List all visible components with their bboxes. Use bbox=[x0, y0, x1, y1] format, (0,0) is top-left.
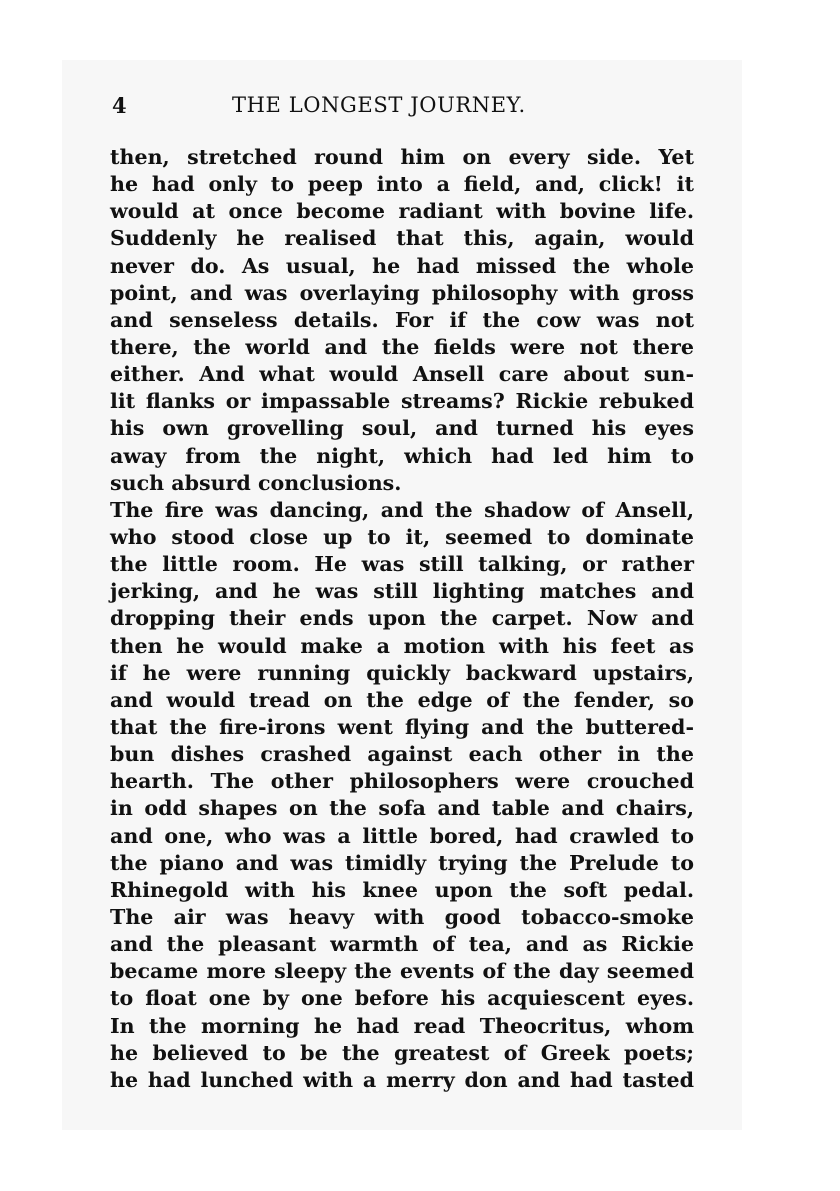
text-line: and senseless details. For if the cow was not bbox=[110, 307, 694, 332]
body-text bbox=[110, 144, 694, 1094]
text-line: dropping their ends upon the carpet. Now and bbox=[110, 606, 694, 631]
text-line: to float one by one before his acquiescent eyes. bbox=[110, 986, 694, 1011]
text-line: became more sleepy the events of the day seemed bbox=[110, 959, 694, 984]
text-line: never do. As usual, he had missed the whole bbox=[110, 253, 694, 278]
text-line: then he would make a motion with his feet as bbox=[110, 633, 694, 658]
text-line: the little room. He was still talking, or rather bbox=[110, 552, 694, 577]
text-line: would at once become radiant with bovine life. bbox=[110, 199, 694, 224]
text-line: In the morning he had read Theocritus, whom bbox=[110, 1013, 694, 1038]
text-line: bun dishes crashed against each other in the bbox=[110, 742, 694, 767]
text-line: hearth. The other philosophers were crouched bbox=[110, 769, 694, 794]
text-line: if he were running quickly backward upstairs, bbox=[110, 660, 694, 685]
text-line: he had lunched with a merry don and had tasted bbox=[110, 1067, 694, 1092]
text-line: he had only to peep into a field, and, click! it bbox=[110, 172, 694, 197]
text-line: who stood close up to it, seemed to dominate bbox=[110, 524, 694, 549]
text-line: he believed to be the greatest of Greek poets; bbox=[110, 1040, 694, 1065]
text-line: and one, who was a little bored, had crawled to bbox=[110, 823, 694, 848]
text-line: Suddenly he realised that this, again, would bbox=[110, 226, 694, 251]
text-line: that the fire-irons went flying and the buttered- bbox=[110, 714, 694, 739]
text-line: away from the night, which had led him to bbox=[110, 443, 694, 468]
text-line: his own grovelling soul, and turned his eyes bbox=[110, 416, 694, 441]
text-line: lit flanks or impassable streams? Rickie rebuked bbox=[110, 389, 694, 414]
text-line: jerking, and he was still lighting matches and bbox=[110, 579, 694, 604]
text-line: either. And what would Ansell care about sun- bbox=[110, 362, 694, 387]
text-line: point, and was overlaying philosophy with gross bbox=[110, 280, 694, 305]
text-line: and would tread on the edge of the fender, so bbox=[110, 687, 694, 712]
text-line: Rhinegold with his knee upon the soft pedal. bbox=[110, 877, 694, 902]
text-line: there, the world and the fields were not there bbox=[110, 334, 694, 359]
text-line: The fire was dancing, and the shadow of Ansell, bbox=[110, 497, 694, 522]
book-title: THE LONGEST JOURNEY. bbox=[232, 93, 526, 117]
running-head bbox=[112, 93, 702, 123]
text-line: and the pleasant warmth of tea, and as Rickie bbox=[110, 932, 694, 957]
text-line: The air was heavy with good tobacco-smoke bbox=[110, 904, 694, 929]
text-line: then, stretched round him on every side. Yet bbox=[110, 145, 694, 169]
text-line: such absurd conclusions. bbox=[110, 470, 402, 495]
page-number: 4 bbox=[112, 93, 127, 118]
text-line: in odd shapes on the sofa and table and chairs, bbox=[110, 796, 694, 821]
text-line: the piano and was timidly trying the Prelude to bbox=[110, 850, 694, 875]
